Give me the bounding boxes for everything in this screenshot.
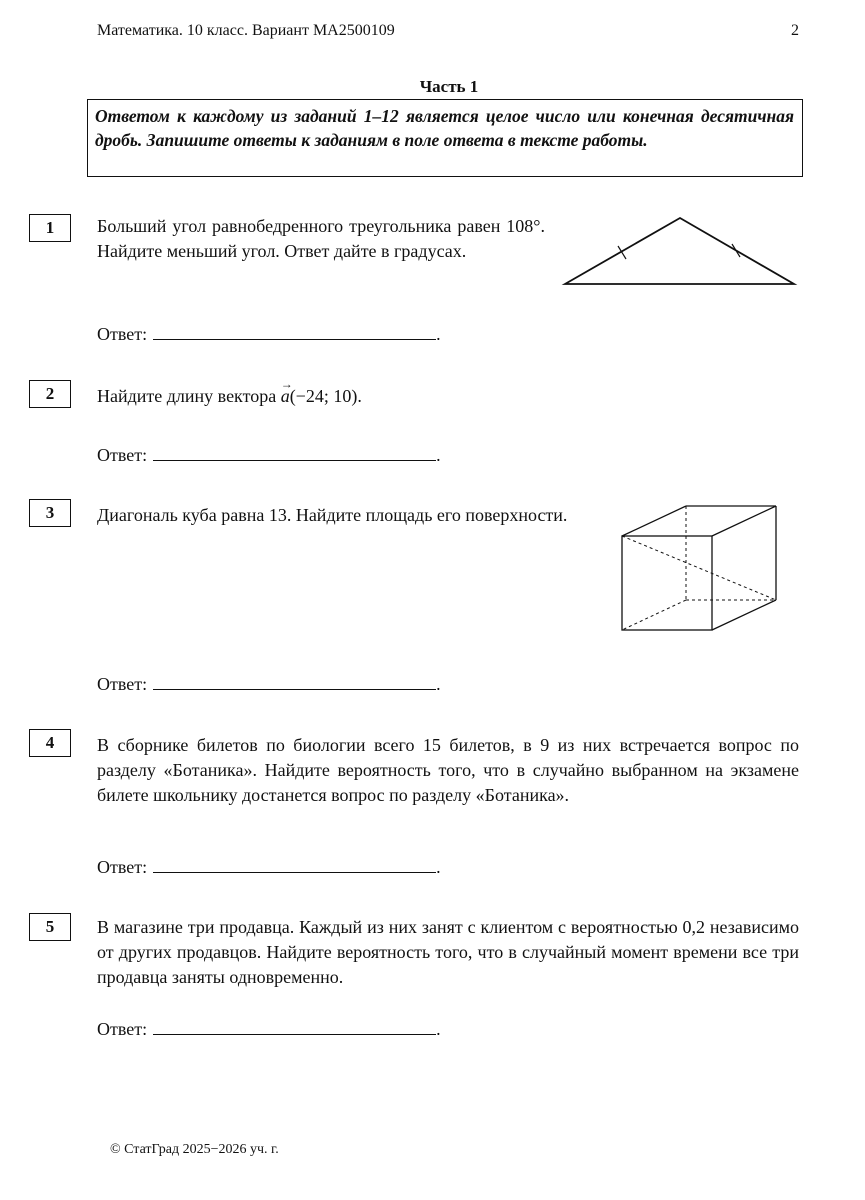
task-text-4: В сборнике билетов по биологии всего 15 билетов, в 9 из них встречается вопрос по разделу «Ботаника». Найдите вероятность того, что в случайно выбранном на экзамене билете школьнику достанется вопрос по разделу «Ботаника».	[97, 735, 799, 805]
cube-figure	[610, 496, 790, 641]
answer-line[interactable]	[153, 854, 436, 873]
task-number-4: 4	[29, 729, 71, 757]
task-number-5: 5	[29, 913, 71, 941]
answer-label: Ответ:	[97, 1019, 148, 1039]
task-number-1: 1	[29, 214, 71, 242]
part-title: Часть 1	[419, 77, 479, 96]
answer-field-4[interactable]: Ответ: .	[97, 854, 441, 878]
page-number: 2	[791, 22, 799, 39]
vector-a: → a	[281, 384, 290, 409]
task-text-1: Больший угол равнобедренного треугольника равен 108°. Найдите меньший угол. Ответ дайте в градусах.	[97, 216, 545, 261]
answer-line[interactable]	[153, 442, 436, 461]
answer-field-1[interactable]: Ответ: .	[97, 321, 441, 345]
header-title: Математика. 10 класс. Вариант МА2500109	[97, 22, 395, 39]
task-number-2: 2	[29, 380, 71, 408]
answer-label: Ответ:	[97, 324, 148, 344]
instruction-box: Ответом к каждому из заданий 1–12 является целое число или конечная десятичная дробь. Запишите ответы к заданиям в поле ответа в тексте работы.	[87, 99, 803, 177]
task-text-2: Найдите длину вектора → a(−24; 10).	[97, 384, 597, 409]
footer-copyright: © СтатГрад 2025−2026 уч. г.	[110, 1142, 279, 1157]
answer-line[interactable]	[153, 1016, 436, 1035]
answer-field-2[interactable]: Ответ: .	[97, 442, 441, 466]
answer-label: Ответ:	[97, 674, 148, 694]
answer-line[interactable]	[153, 321, 436, 340]
vector-coords: (−24; 10)	[289, 386, 358, 406]
triangle-figure	[560, 212, 800, 292]
answer-line[interactable]	[153, 671, 436, 690]
answer-field-3[interactable]: Ответ: .	[97, 671, 441, 695]
answer-label: Ответ:	[97, 857, 148, 877]
task-text-3: Диагональ куба равна 13. Найдите площадь его поверхности.	[97, 505, 568, 525]
answer-label: Ответ:	[97, 445, 148, 465]
task-text-5: В магазине три продавца. Каждый из них занят с клиентом с вероятностью 0,2 независимо от других продавцов. Найдите вероятность того, что в случайный момент времени все три продавца заняты одновременно.	[97, 917, 799, 987]
answer-field-5[interactable]: Ответ: .	[97, 1016, 441, 1040]
task-number-3: 3	[29, 499, 71, 527]
